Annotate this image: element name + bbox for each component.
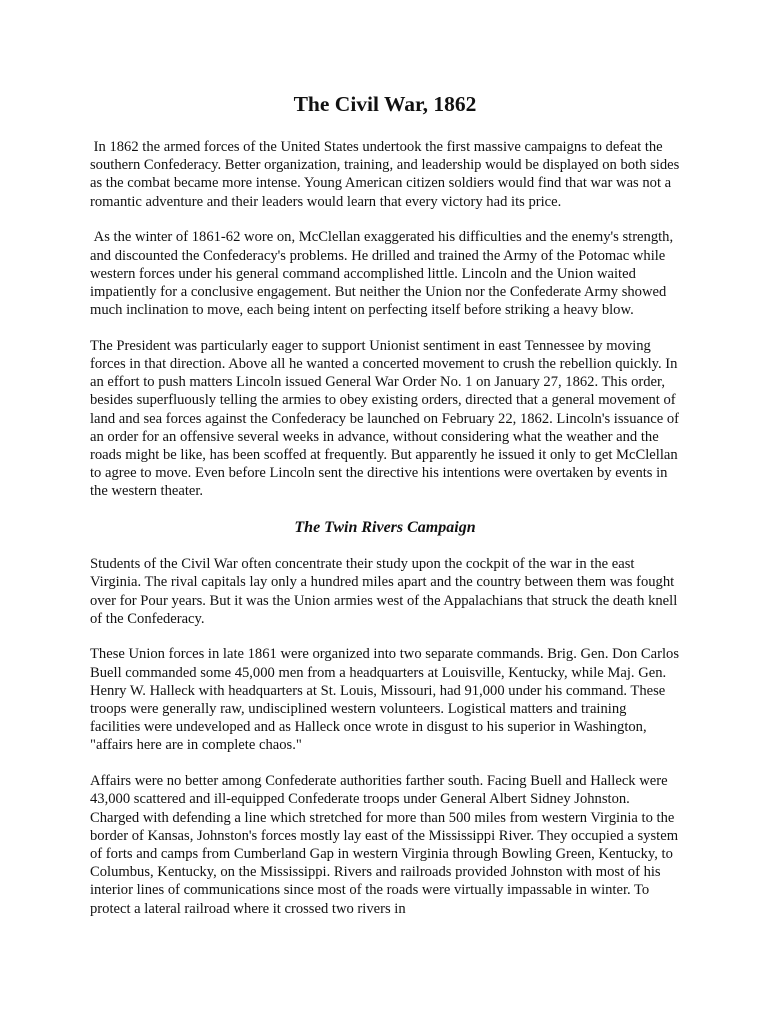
paragraph: Students of the Civil War often concentrate their study upon the cockpit of the war in the east Virginia. The rival capitals lay only a hundred miles apart and the country between them was fought over for Pour years. But it was the Union armies west of the Appalachians that struck the death knell of the Confederacy. bbox=[90, 556, 681, 627]
page-title: The Civil War, 1862 bbox=[293, 92, 477, 116]
section-heading: The Twin Rivers Campaign bbox=[294, 519, 476, 537]
paragraph: These Union forces in late 1861 were organized into two separate commands. Brig. Gen. Don Carlos Buell commanded some 45,000 men from a headquarters at Louisville, Kentucky, while Maj. Gen. Henry W. Halleck with headquarters at St. Louis, Missouri, had 91,000 under his command. These troops were generally raw, undisciplined western volunteers. Logistical matters and training facilities were undeveloped and as Halleck once wrote in disgust to his superior in Washington, "affairs here are in complete chaos." bbox=[90, 646, 683, 754]
paragraph: Affairs were no better among Confederate authorities farther south. Facing Buell and Halleck were 43,000 scattered and ill-equipped Confederate troops under General Albert Sidney Johnston. Charged with defending a line which stretched for more than 500 miles from western Virginia to the border of Kansas, Johnston's forces mostly lay east of the Mississippi River. They occupied a system of forts and camps from Cumberland Gap in western Virginia through Bowling Green, Kentucky, to Columbus, Kentucky, on the Mississippi. Rivers and railroads provided Johnston with most of his interior lines of communications since most of the roads were virtually impassable in winter. To protect a lateral railroad where it crossed two rivers in bbox=[90, 773, 682, 917]
paragraph: The President was particularly eager to support Unionist sentiment in east Tennessee by moving forces in that direction. Above all he wanted a concerted movement to crush the rebellion quickly. In an effort to push matters Lincoln issued General War Order No. 1 on January 27, 1862. This order, besides superfluously telling the armies to obey existing orders, directed that a general movement of land and sea forces against the Confederacy be launched on February 22, 1862. Lincoln's issuance of an order for an offensive several weeks in advance, without considering what the weather and the roads might be like, has been scoffed at frequently. But apparently he issued it only to get McClellan to agree to move. Even before Lincoln sent the directive his intentions were overtaken by events in the western theater. bbox=[90, 337, 683, 500]
paragraph: As the winter of 1861-62 wore on, McClellan exaggerated his difficulties and the enemy's strength, and discounted the Confederacy's problems. He drilled and trained the Army of the Potomac while western forces under his general command accomplished little. Lincoln and the Union waited impatiently for a conclusive engagement. But neither the Union nor the Confederate Army showed much inclination to move, each being intent on perfecting itself before striking a heavy blow. bbox=[90, 229, 677, 319]
paragraph: In 1862 the armed forces of the United States undertook the first massive campaigns to defeat the southern Confederacy. Better organization, training, and leadership would be displayed on both sides as the combat became more intense. Young American citizen soldiers would find that war was not a romantic adventure and their leaders would learn that every victory had its price. bbox=[90, 139, 683, 210]
document-page bbox=[90, 90, 683, 935]
